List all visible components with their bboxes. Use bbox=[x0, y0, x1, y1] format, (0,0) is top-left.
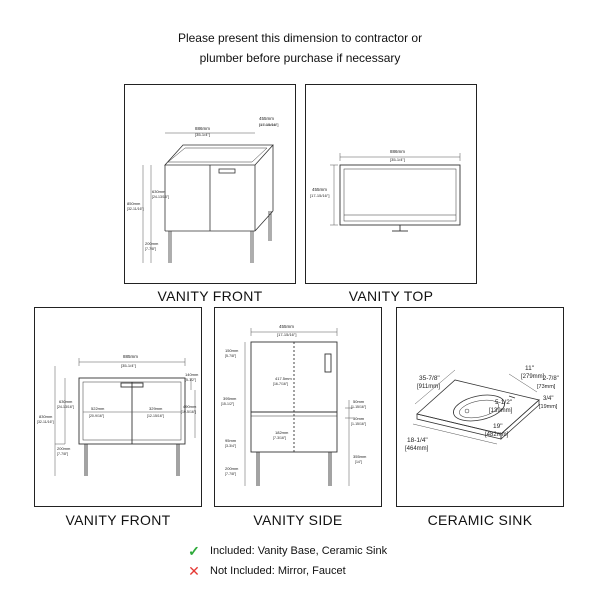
front-h2-in: [32-11/16"] bbox=[37, 420, 54, 424]
ceramic-sink-panel bbox=[396, 307, 564, 507]
side-body-in: [15-1/2"] bbox=[221, 402, 235, 406]
iso-h1-mm: 630mm bbox=[152, 189, 166, 194]
top-depth-mm: 455mm bbox=[312, 187, 328, 192]
instruction-header bbox=[0, 28, 600, 68]
sink-lip-mm: [73mm] bbox=[537, 384, 556, 390]
included-legend-row bbox=[186, 543, 387, 559]
side-depth-in: [17-15/16"] bbox=[277, 332, 297, 337]
side-top-in: [5-7/8"] bbox=[225, 354, 237, 358]
instruction-line-2: plumber before purchase if necessary bbox=[199, 51, 401, 65]
top-depth-in: [17-15/16"] bbox=[310, 193, 330, 198]
front-leg-mm: 200mm bbox=[57, 446, 71, 451]
front-inner-in: [19-5/16"] bbox=[181, 410, 197, 414]
side-floor-mm: 355mm bbox=[353, 454, 367, 459]
sink-edge-in: 3/4" bbox=[543, 396, 554, 402]
caption-ceramic-sink: CERAMIC SINK bbox=[427, 512, 533, 528]
vanity-iso-drawing bbox=[125, 85, 297, 285]
front-h2-mm: 830mm bbox=[39, 414, 53, 419]
front-width-in: [35-1/4"] bbox=[121, 363, 136, 368]
vanity-side-drawing bbox=[215, 308, 383, 508]
sink-back-in: 11" bbox=[525, 365, 535, 372]
front-top-in: [5-1/2"] bbox=[185, 378, 197, 382]
side-depth-mm: 455mm bbox=[279, 324, 295, 329]
iso-depth-mm: 455mm bbox=[259, 116, 275, 121]
not-included-legend-row bbox=[186, 563, 346, 579]
iso-leg-mm: 200mm bbox=[145, 241, 159, 246]
side-floor-in: [14"] bbox=[355, 460, 363, 464]
instruction-line-1: Please present this dimension to contractor or bbox=[177, 31, 423, 45]
front-inner-mm: 490mm bbox=[183, 404, 197, 409]
iso-width-in: [35-1/4"] bbox=[195, 132, 210, 137]
side-r2-mm: 50mm bbox=[353, 416, 365, 421]
iso-h2-in: [32-11/16"] bbox=[127, 207, 144, 211]
not-included-text: Not Included: Mirror, Faucet bbox=[210, 565, 346, 577]
ceramic-sink-drawing bbox=[397, 308, 565, 508]
side-r1-mm: 50mm bbox=[353, 399, 365, 404]
included-text: Included: Vanity Base, Ceramic Sink bbox=[210, 545, 388, 557]
caption-vanity-front: VANITY FRONT bbox=[65, 512, 171, 528]
side-shelf-mm: 182mm bbox=[275, 430, 289, 435]
sink-lip-in: 2-7/8" bbox=[543, 376, 559, 382]
front-door-right-in: [12-15/16"] bbox=[147, 414, 165, 418]
side-r2-in: [1-15/16"] bbox=[351, 422, 367, 426]
iso-depth-in: [17-15/16"] bbox=[259, 122, 279, 127]
iso-width-mm: 886mm bbox=[195, 126, 211, 131]
side-r1-in: [1-15/16"] bbox=[351, 405, 367, 409]
side-mid-mm: 417.5mm bbox=[275, 376, 292, 381]
sink-bowl-mm: [139mm] bbox=[489, 408, 513, 414]
sink-edge-mm: [19mm] bbox=[539, 404, 558, 410]
side-mid-in: [16-7/16"] bbox=[273, 382, 289, 386]
top-width-in: [35-1/4"] bbox=[390, 157, 405, 162]
side-top-mm: 150mm bbox=[225, 348, 239, 353]
sink-length-in: 35-7/8" bbox=[419, 375, 440, 382]
caption-vanity-top: VANITY TOP bbox=[348, 288, 434, 304]
top-width-mm: 886mm bbox=[390, 149, 406, 154]
sink-length-mm: [911mm] bbox=[417, 384, 440, 390]
checkmark-icon: ✓ bbox=[188, 543, 200, 560]
vanity-side-panel bbox=[214, 307, 382, 507]
sink-back-mm: [279mm] bbox=[521, 374, 545, 380]
iso-leg-in: [7-7/8"] bbox=[145, 247, 157, 251]
front-h1-in: [24-13/16"] bbox=[57, 405, 75, 409]
vanity-front-panel bbox=[34, 307, 202, 507]
sink-basin-in: 19" bbox=[493, 423, 503, 430]
front-width-mm: 885mm bbox=[123, 354, 139, 359]
vanity-top-drawing bbox=[306, 85, 478, 285]
side-low-in: [3-3/4"] bbox=[225, 444, 237, 448]
iso-h1-in: [24-13/16"] bbox=[152, 195, 170, 199]
side-shelf-in: [7-3/16"] bbox=[273, 436, 287, 440]
front-leg-in: [7-7/8"] bbox=[57, 452, 69, 456]
front-top-mm: 140mm bbox=[185, 372, 199, 377]
front-door-right-mm: 329mm bbox=[149, 406, 163, 411]
sink-depth-mm: [464mm] bbox=[405, 446, 429, 452]
caption-vanity-side: VANITY SIDE bbox=[253, 512, 343, 528]
vanity-top-panel bbox=[305, 84, 477, 284]
front-h1-mm: 630mm bbox=[59, 399, 73, 404]
vanity-front-drawing bbox=[35, 308, 203, 508]
sink-basin-mm: [482mm] bbox=[485, 432, 509, 438]
cross-icon: ✕ bbox=[188, 563, 200, 580]
side-low-mm: 95mm bbox=[225, 438, 237, 443]
side-leg-mm: 200mm bbox=[225, 466, 239, 471]
vanity-front-iso-panel bbox=[124, 84, 296, 284]
sink-bowl-in: 5-1/2" bbox=[495, 399, 513, 406]
iso-h2-mm: 850mm bbox=[127, 201, 141, 206]
side-body-mm: 395mm bbox=[223, 396, 237, 401]
side-leg-in: [7-7/8"] bbox=[225, 472, 237, 476]
front-door-left-in: [20-9/16"] bbox=[89, 414, 105, 418]
sink-depth-in: 18-1/4" bbox=[407, 437, 428, 444]
caption-vanity-front-iso: VANITY FRONT bbox=[157, 288, 263, 304]
front-door-left-mm: 522mm bbox=[91, 406, 105, 411]
